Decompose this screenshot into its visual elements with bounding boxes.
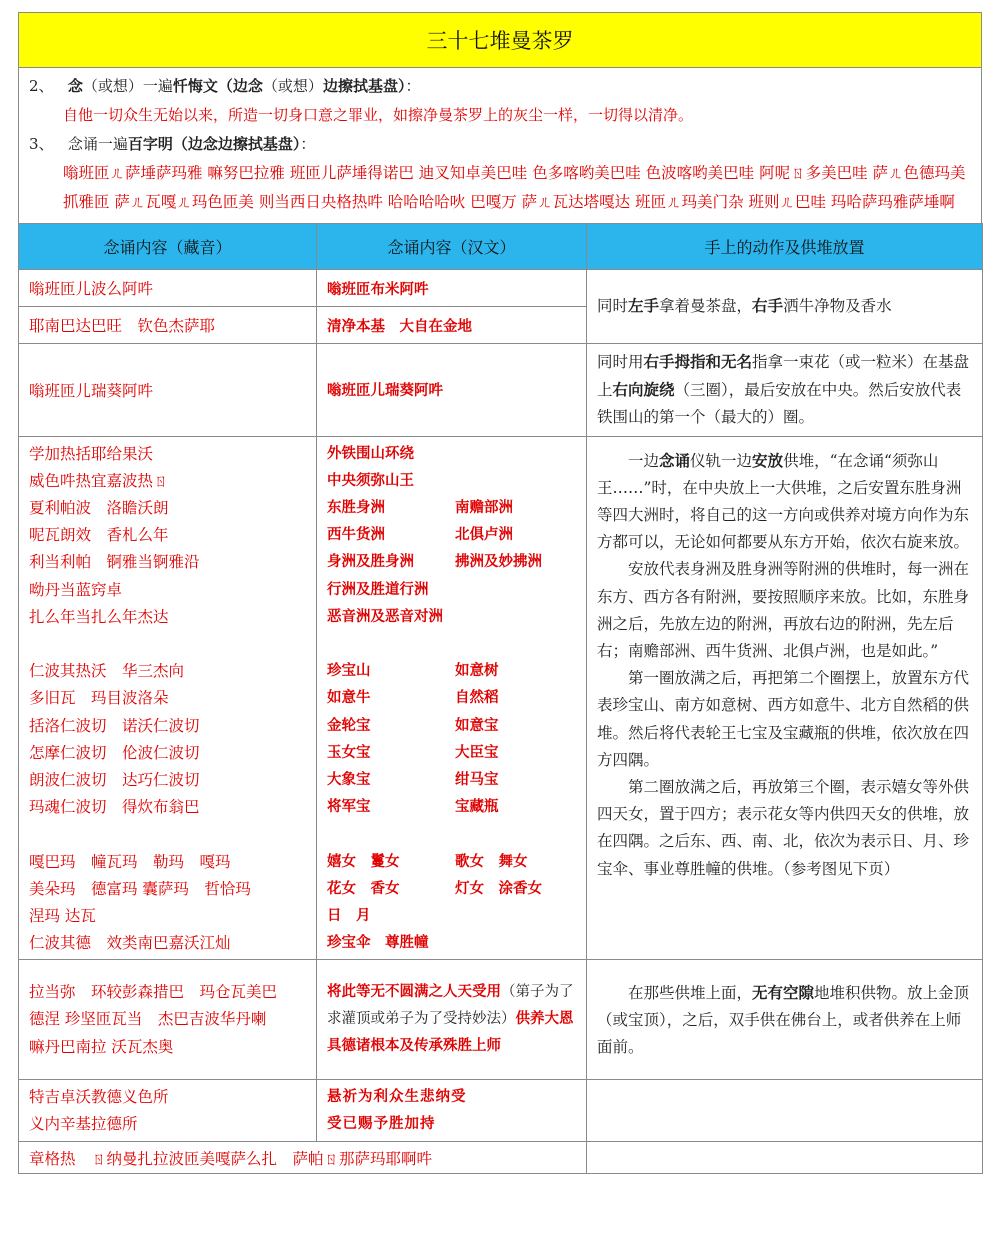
chinese-cell xyxy=(317,1080,587,1142)
action-cell xyxy=(587,270,983,344)
item-2-text: （或想） xyxy=(262,77,323,95)
chinese-term: 金轮宝 xyxy=(327,717,371,734)
tibetan-line: 学加热括耶给果沃 xyxy=(29,444,154,463)
chinese-term: 自然稻 xyxy=(455,690,499,707)
chinese-term: 如意牛 xyxy=(327,690,371,707)
chinese-cell: 清净本基 大自在金地 xyxy=(317,307,587,344)
item-3-text: 念诵一遍 xyxy=(67,135,128,153)
action-cell xyxy=(587,960,983,1080)
intro-section xyxy=(18,68,982,223)
intro-item-2 xyxy=(29,72,971,101)
action-text: 同时用 xyxy=(597,353,644,371)
chinese-line xyxy=(327,522,576,549)
chinese-line xyxy=(327,604,576,631)
item-2-text: 忏悔文 xyxy=(172,77,218,95)
item-3-text: ： xyxy=(300,135,316,153)
tibetan-line: 呦丹当蓝窍卓 xyxy=(29,580,123,599)
action-paragraph xyxy=(597,979,972,1062)
closing-mantra-cell: 章格热 ㄖ纳曼扎拉波匝美嘎萨么扎 萨帕ㄖ那萨玛耶啊吽 xyxy=(19,1142,587,1174)
chinese-text-part: 将此等无不圆满之人天受用 xyxy=(327,984,501,1001)
action-text: 地堆积供物。放上金顶（或宝顶），之后，双手供在佛台上，或者供养在上师面前。 xyxy=(597,983,970,1057)
tibetan-cell xyxy=(19,960,317,1080)
chinese-text xyxy=(327,979,576,1060)
chinese-term: 珍宝山 xyxy=(327,663,371,680)
tibetan-line: 义内辛基拉德所 xyxy=(29,1114,138,1133)
tibetan-line: 涅玛 达瓦 xyxy=(29,907,96,926)
chinese-cell: 嗡班匝布米阿吽 xyxy=(317,270,587,307)
chinese-term: 宝藏瓶 xyxy=(455,799,499,816)
action-text: 无有空隙 xyxy=(752,982,815,1002)
action-paragraph xyxy=(597,447,972,557)
chinese-term: 中央须弥山王 xyxy=(327,472,414,489)
table-row xyxy=(19,1142,983,1174)
tibetan-cell: 嗡班匝儿波么阿吽 xyxy=(19,270,317,307)
chinese-term: 灯女 涂香女 xyxy=(455,880,542,897)
chinese-term: 东胜身洲 xyxy=(327,500,385,517)
tibetan-line: 怎摩仁波切 伦波仁波切 xyxy=(29,743,200,762)
action-text: 右手拇指和无名 xyxy=(643,352,753,371)
tibetan-line: 嘎巴玛 幢瓦玛 勒玛 嘎玛 xyxy=(29,852,231,871)
chinese-line xyxy=(327,794,576,821)
tibetan-line: 威色吽热宜嘉波热ㄖ xyxy=(29,471,169,490)
action-text: 一边 xyxy=(628,451,660,470)
chinese-line xyxy=(327,740,576,767)
action-text: 在那些供堆上面， xyxy=(628,983,753,1002)
header-chinese: 念诵内容（汉文） xyxy=(317,224,587,270)
chinese-term: 大象宝 xyxy=(327,772,371,789)
action-paragraph: 第一圈放满之后，再把第二个圈摆上，放置东方代表珍宝山、南方如意树、西方如意牛、北方自然稻的供堆。然后将代表轮王七宝及宝藏瓶的供堆，依次放在四方四隅。 xyxy=(597,669,970,769)
chinese-line xyxy=(327,713,576,740)
action-cell xyxy=(587,436,983,960)
action-paragraph: 安放代表身洲及胜身洲等附洲的供堆时，每一洲在东方、西方各有附洲，要按照顺序来放。比如，东胜身洲之后，先放左边的附洲，再放右边的附洲，先左后右；南赡部洲、西牛货洲、北俱卢洲，也是如此。” xyxy=(597,560,970,661)
chinese-line xyxy=(327,441,576,468)
item-2-text: （边念 xyxy=(217,77,263,95)
tibetan-line: 呢瓦朗效 香札么年 xyxy=(29,526,169,545)
chinese-term: 珍宝伞 尊胜幢 xyxy=(327,935,429,952)
chinese-term: 玉女宝 xyxy=(327,744,371,761)
chinese-term: 大臣宝 xyxy=(455,744,499,761)
table-row xyxy=(19,344,983,437)
action-text: 仪轨一边 xyxy=(690,451,753,470)
item-2-text: 念 xyxy=(67,77,83,95)
tibetan-line: 嘛丹巴南拉 沃瓦杰奥 xyxy=(29,1037,174,1056)
chinese-term: 绀马宝 xyxy=(455,772,499,789)
chinese-term: 外铁围山环绕 xyxy=(327,445,414,462)
tibetan-line: 玛魂仁波切 得炊布翁巴 xyxy=(29,798,200,817)
action-text: 右手 xyxy=(752,296,784,316)
chinese-line xyxy=(327,495,576,522)
item-2-text: 边擦拭基盘） xyxy=(322,77,406,95)
chinese-term: 如意宝 xyxy=(455,717,499,734)
chinese-line xyxy=(327,930,576,957)
intro-item-3 xyxy=(29,130,971,159)
tibetan-line: 朗波仁波切 达巧仁波切 xyxy=(29,771,200,790)
chinese-line xyxy=(327,685,576,712)
chinese-line: 悬祈为利众生悲纳受 xyxy=(327,1088,467,1105)
action-text: 供堆，“在念诵“须弥山王……”时，在中央放上一大供堆，之后安置东胜身洲等四大洲时，将自己的这一方向或供养对境方向作为东方都可以，无论如何都要从东方开始，依次右旋来放。 xyxy=(597,451,970,552)
header-action: 手上的动作及供堆放置 xyxy=(587,224,983,270)
chinese-term: 西牛货洲 xyxy=(327,527,385,544)
action-text: 指拿一束花（或一粒米）在基盘上 xyxy=(597,353,970,400)
chinese-cell xyxy=(317,960,587,1080)
tibetan-cell xyxy=(19,436,317,960)
chinese-line xyxy=(327,876,576,903)
tibetan-line: 扎么年当扎么年杰达 xyxy=(29,607,169,626)
chinese-line xyxy=(327,468,576,495)
chinese-term: 如意树 xyxy=(455,663,499,680)
mandala-table xyxy=(18,223,983,1174)
action-text: 右向旋绕 xyxy=(612,380,675,400)
chinese-term: 花女 香女 xyxy=(327,880,400,897)
tibetan-line: 仁波其热沃 华三杰向 xyxy=(29,662,185,681)
tibetan-line: 夏利帕波 洛瞻沃朗 xyxy=(29,499,169,518)
tibetan-line: 拉当弥 环较彭森措巴 玛仓瓦美巴 xyxy=(29,983,278,1002)
chinese-term: 嬉女 鬘女 xyxy=(327,853,400,870)
repentance-text: 自他一切众生无始以来，所造一切身口意之罪业，如擦净曼茶罗上的灰尘一样，一切得以清净。 xyxy=(63,106,694,124)
action-cell xyxy=(587,344,983,437)
item-number: 2、 xyxy=(29,77,54,95)
chinese-line xyxy=(327,849,576,876)
table-header-row xyxy=(19,224,983,270)
chinese-term: 将军宝 xyxy=(327,799,371,816)
chinese-cell: 嗡班匝儿瑞葵阿吽 xyxy=(317,344,587,437)
tibetan-line: 括洛仁波切 诺沃仁波切 xyxy=(29,716,200,735)
page-title: 三十七堆曼茶罗 xyxy=(18,12,982,68)
table-row xyxy=(19,436,983,960)
chinese-cell xyxy=(317,436,587,960)
chinese-text-part: （第子为了求灌顶或弟子为了受持妙法） xyxy=(327,984,574,1028)
header-tibetan: 念诵内容（藏音） xyxy=(19,224,317,270)
chinese-line xyxy=(327,577,576,604)
action-text: （三圈），最后安放在中央。然后安放代表铁围山的第一个（最大的）圈。 xyxy=(597,381,962,427)
chinese-line xyxy=(327,549,576,576)
chinese-term: 身洲及胜身洲 xyxy=(327,554,414,571)
tibetan-line: 仁波其德 效类南巴嘉沃江灿 xyxy=(29,934,231,953)
tibetan-cell: 嗡班匝儿瑞葵阿吽 xyxy=(19,344,317,437)
action-text: 洒牛净物及香水 xyxy=(783,297,892,316)
tibetan-line: 特吉卓沃教德义色所 xyxy=(29,1087,169,1106)
action-text: 左手 xyxy=(628,296,660,316)
chinese-text-part: 供养大恩具德诸根本及传承殊胜上师 xyxy=(327,1011,574,1055)
chinese-term: 恶音洲及恶音对洲 xyxy=(327,608,443,625)
action-text: 同时 xyxy=(597,297,629,316)
tibetan-cell: 耶南巴达巴旺 钦色杰萨耶 xyxy=(19,307,317,344)
item-3-text: （边念边擦拭基盘） xyxy=(172,135,301,153)
chinese-line: 受已赐予胜加持 xyxy=(327,1115,436,1132)
action-paragraph: 第二圈放满之后，再放第三个圈，表示嬉女等外供四天女，置于四方；表示花女等内供四天女的供堆，放在四隅。之后东、西、南、北，依次为表示日、月、珍宝伞、事业尊胜幢的供堆。（参考图见下页） xyxy=(597,778,970,878)
tibetan-cell xyxy=(19,1080,317,1142)
tibetan-line: 利当利帕 锕雅当锕雅沿 xyxy=(29,553,200,572)
action-text: 安放 xyxy=(752,450,784,470)
hundred-syllable-mantra: 嗡班匝ㄦ萨埵萨玛雅 嘛努巴拉雅 班匝儿萨埵得诺巴 迪叉知卓美巴哇 色多喀哟美巴哇 色波喀哟美巴哇 阿呢ㄖ多美巴哇 萨ㄦ色德玛美抓雅匝 萨ㄦ瓦嘎ㄦ玛色匝美 则当西日央格热吽 哈哈哈哈吙 巴嘎万 萨ㄦ瓦达塔嘎达 班匝ㄦ玛美门杂 班则ㄦ巴哇 玛哈萨玛雅萨埵啊 xyxy=(63,164,966,211)
chinese-term: 北俱卢洲 xyxy=(455,527,513,544)
chinese-term: 南赡部洲 xyxy=(455,500,513,517)
action-cell-empty xyxy=(587,1142,983,1174)
chinese-term: 日 月 xyxy=(327,908,371,925)
item-number: 3、 xyxy=(29,135,54,153)
table-row xyxy=(19,270,983,307)
tibetan-line: 多旧瓦 玛目波洛朵 xyxy=(29,689,169,708)
item-2-text: （或想）一遍 xyxy=(82,77,173,95)
page xyxy=(18,12,982,1174)
chinese-term: 歌女 舞女 xyxy=(455,853,528,870)
table-row xyxy=(19,1080,983,1142)
chinese-line xyxy=(327,903,576,930)
tibetan-line: 美朵玛 德富玛 囊萨玛 哲恰玛 xyxy=(29,879,251,898)
table-row xyxy=(19,960,983,1080)
chinese-term: 拂洲及妙拂洲 xyxy=(455,554,542,571)
action-text: 念诵 xyxy=(659,450,691,470)
action-text: 拿着曼茶盘， xyxy=(659,297,753,316)
action-cell-empty xyxy=(587,1080,983,1142)
chinese-line xyxy=(327,658,576,685)
chinese-line xyxy=(327,767,576,794)
item-2-text: ： xyxy=(405,77,421,95)
tibetan-line: 德涅 珍坚匝瓦当 杰巴吉波华丹喇 xyxy=(29,1010,267,1029)
item-3-text: 百字明 xyxy=(127,135,173,153)
chinese-term: 行洲及胜道行洲 xyxy=(327,581,429,598)
